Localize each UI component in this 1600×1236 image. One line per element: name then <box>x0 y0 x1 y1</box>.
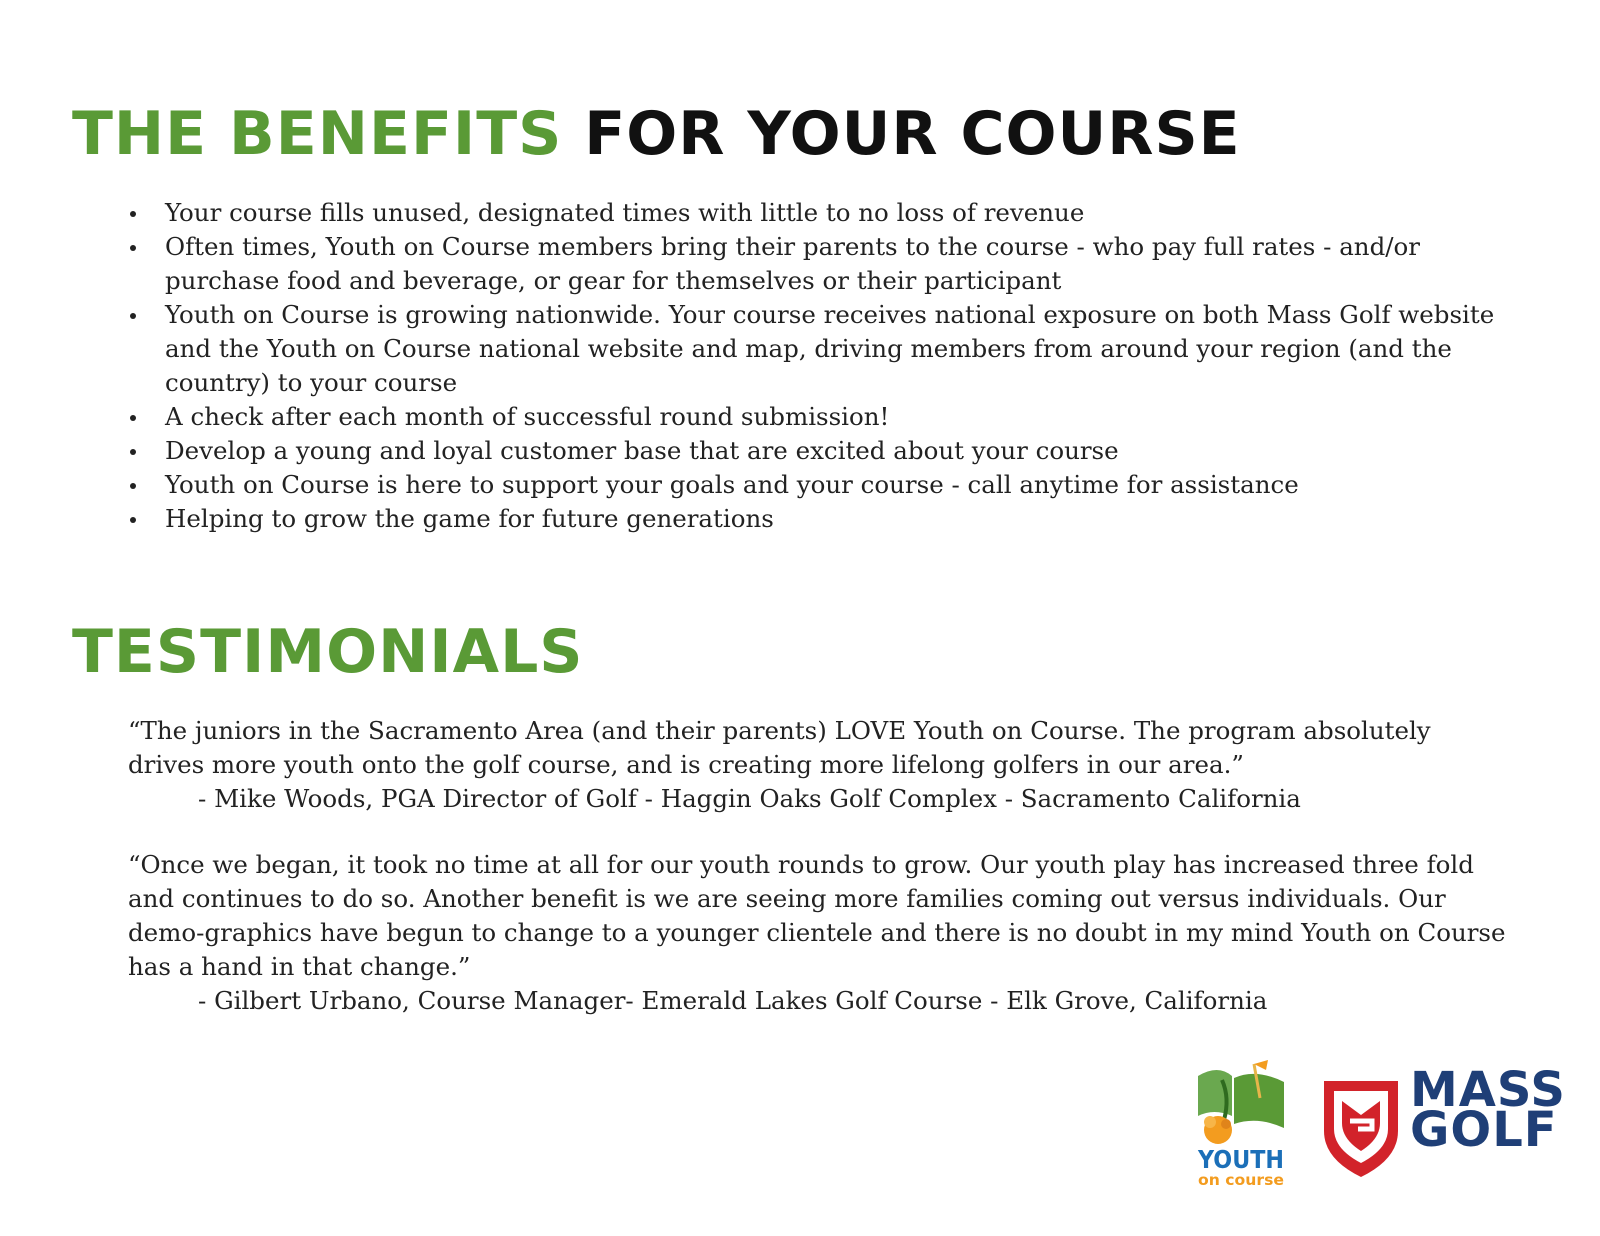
testimonial-quote: “The juniors in the Sacramento Area (and their parents) LOVE Youth on Course. The program absolutely drives more youth onto the golf course, and is creating more lifelong golfers in our area.” <box>128 716 1431 779</box>
testimonial <box>128 714 1508 816</box>
testimonial-author: - Mike Woods, PGA Director of Golf - Haggin Oaks Golf Complex - Sacramento California <box>198 784 1301 813</box>
benefit-item: Youth on Course is here to support your goals and your course - call anytime for assistance <box>130 468 1530 502</box>
benefits-heading-green: THE BENEFITS <box>72 99 563 169</box>
benefits-heading-black: FOR YOUR COURSE <box>584 99 1241 169</box>
testimonials-heading <box>72 617 584 687</box>
benefit-item: Youth on Course is growing nationwide. Your course receives national exposure on both Mass Golf website and the Youth on Course national website and map, driving members from around your region (and the country) to your course <box>130 298 1530 400</box>
testimonials-heading-text: TESTIMONIALS <box>72 617 584 687</box>
mass-golf-logo-line2: GOLF <box>1410 1102 1558 1158</box>
benefit-item: Develop a young and loyal customer base that are excited about your course <box>130 434 1530 468</box>
benefit-item: Helping to grow the game for future generations <box>130 502 1530 536</box>
yoc-logo-line1: YOUTH <box>1197 1145 1284 1174</box>
youth-on-course-logo <box>1196 1058 1288 1188</box>
benefits-list <box>130 196 1530 536</box>
testimonial <box>128 848 1508 1018</box>
benefits-heading <box>72 99 1241 169</box>
benefit-item: A check after each month of successful round submission! <box>130 400 1530 434</box>
mass-golf-logo-text <box>1410 1062 1566 1158</box>
mass-golf-logo-line1: MASS <box>1410 1062 1566 1118</box>
benefit-item: Your course fills unused, designated times with little to no loss of revenue <box>130 196 1530 230</box>
testimonial-quote: “Once we began, it took no time at all for our youth rounds to grow. Our youth play has increased three fold and continues to do so. Another benefit is we are seeing more families coming out versus individuals. Our demo-graphics have begun to change to a younger clientele and there is no doubt in my mind Youth on Course has a hand in that change.” <box>128 850 1506 981</box>
testimonial-author: - Gilbert Urbano, Course Manager- Emerald Lakes Golf Course - Elk Grove, California <box>198 986 1268 1015</box>
mass-golf-shield-icon <box>1320 1073 1402 1179</box>
yoc-logo-line2: on course <box>1198 1171 1284 1188</box>
benefit-item: Often times, Youth on Course members bring their parents to the course - who pay full rates - and/or purchase food and beverage, or gear for themselves or their participant <box>130 230 1530 298</box>
